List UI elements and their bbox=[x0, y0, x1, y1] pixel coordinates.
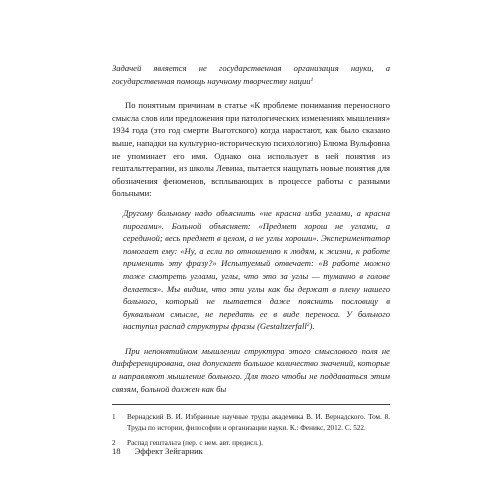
running-title: Эффект Зейгарник bbox=[134, 446, 203, 456]
footnote-ref-1[interactable]: 1 bbox=[310, 76, 314, 83]
quote-tail: ). bbox=[309, 321, 315, 332]
footnotes bbox=[112, 412, 390, 449]
quote-block bbox=[112, 207, 390, 333]
footnote-number: 2 bbox=[112, 439, 116, 448]
quote-text: Другому больному надо объяснить «не красна изба углами, а красна пирогами». Больной объясняет: «Предмет хорош не углами, а серединой; весь предмет в целом, а не углы хороши». Экспериментатор помогает ему: «Ну, а если по отношению к людям, к жизни, к работе применить эту фразу?» Испытуемый отвечает: «В работе можно тоже смотреть углами, углы, что это за углы — туманно в голове делается». Мы видим, что эти углы как бы держат в плену нашего больного, который не пытается даже пояснить пословицу в буквальном смысле, не передать ее в виде переноса. У больного наступил распад структуры фразы (Gestaltzerfall bbox=[123, 207, 390, 332]
footnote-ref-2[interactable]: 2 bbox=[306, 322, 310, 329]
intro-italic-paragraph bbox=[112, 62, 390, 87]
footnote-text: Распад гештальта (пер. с нем. авт. предисл.). bbox=[127, 439, 263, 448]
page-footer bbox=[112, 446, 203, 456]
footnote-divider bbox=[112, 404, 390, 405]
footnote bbox=[112, 412, 390, 433]
text-column bbox=[112, 62, 390, 454]
footnote-text: Вернадский В. И. Избранные научные труды академика В. И. Вернадского. Том. 8. Труды по истории, философии и организации науки. К.: Феникс, 2012. С. 522. bbox=[127, 413, 390, 432]
page-number: 18 bbox=[112, 446, 121, 456]
intro-italic-text: Задачей является не государственная организация науки, а государственная помощь научному творчеству нации bbox=[112, 63, 390, 86]
quote-paragraph bbox=[123, 207, 390, 333]
footnote-number: 1 bbox=[112, 413, 116, 422]
closing-paragraph: При непонятийном мышлении структура этого смыслового поля не дифференцирована, она допускает большое количество значений, которые и направляют мышление больного. Для того чтобы не поддаваться этим связям, больной должен как бы bbox=[112, 345, 390, 394]
main-paragraph: По понятным причинам в статье «К проблеме понимания переносного смысла слов или предложения при патологических изменениях мышления» 1934 года (это год смерти Выготского) когда нарастают, как было сказано выше, нападки на культурно-историческую психологию) Блюма Вульфовна не упоминает его имя. Однако она использует в ней понятия из гештальттерапии, из школы Левина, пытается нащупать новые понятия для обозначения феноменов, всплывающих в процессе работы с разными больными: bbox=[112, 100, 390, 199]
